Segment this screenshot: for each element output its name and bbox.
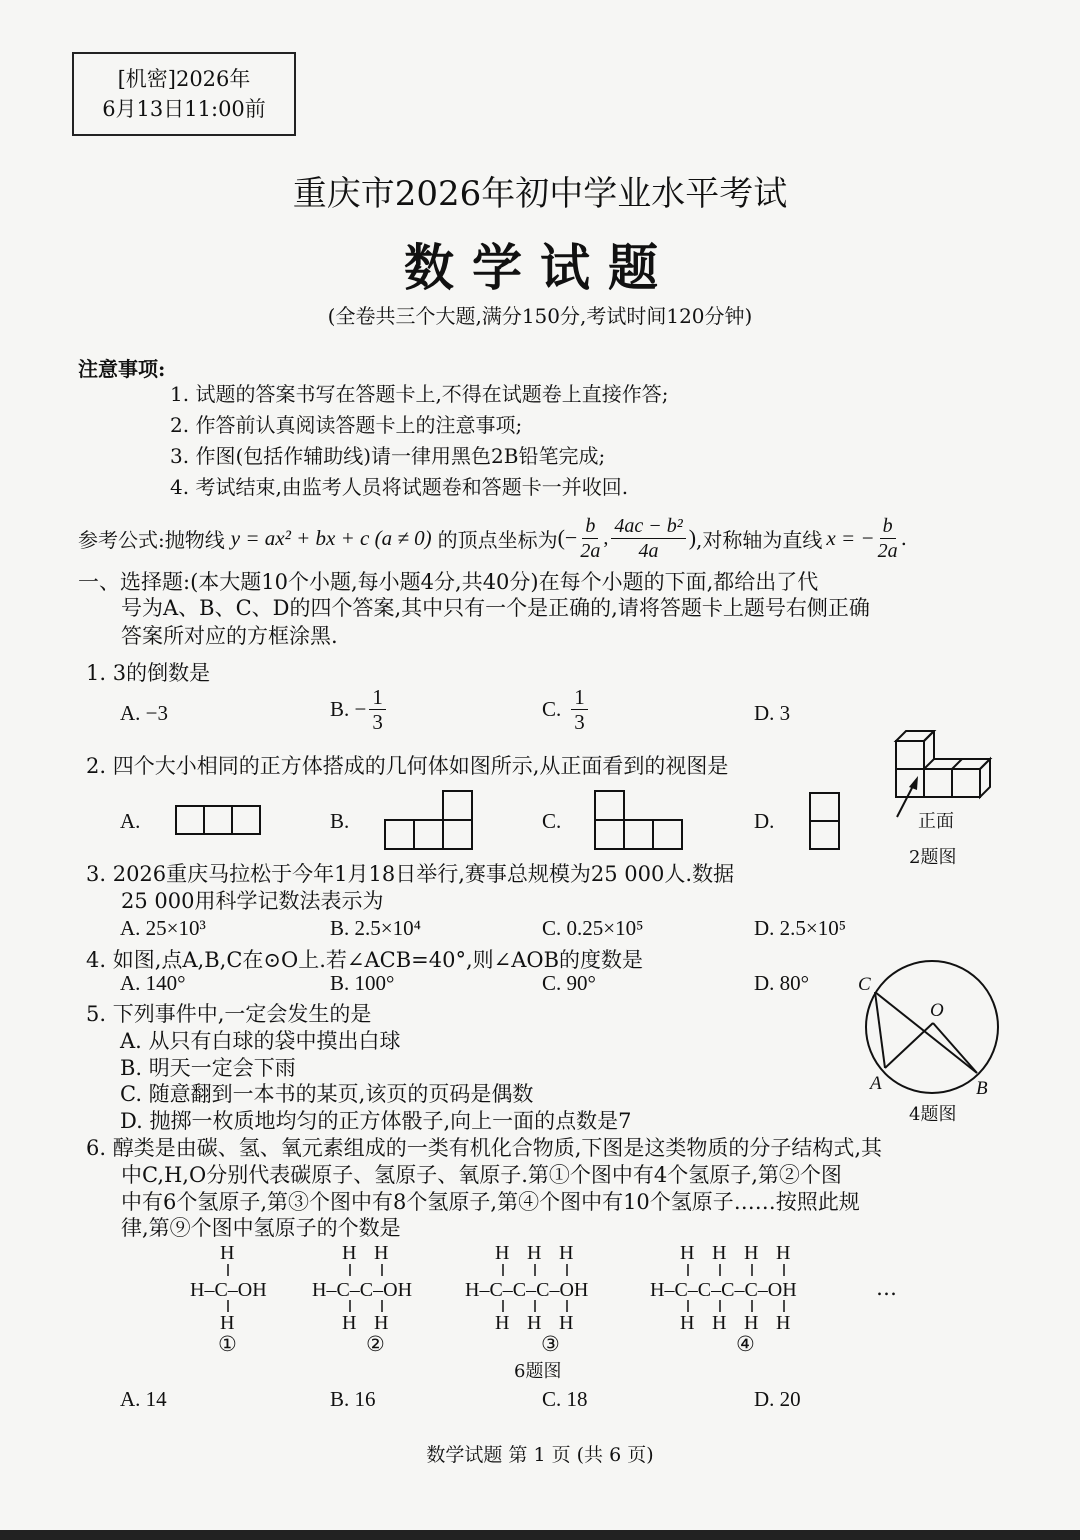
svg-text:H: H — [744, 1312, 759, 1334]
molecule-label-3: ③ — [541, 1332, 560, 1356]
q4-option-b: B. 100° — [330, 971, 395, 995]
q2-front-label: 正面 — [918, 811, 954, 832]
q5-option-d: D. 抛掷一枚质地均匀的正方体骰子,向上一面的点数是7 — [120, 1109, 632, 1133]
section1-line3: 答案所对应的方框涂黑. — [121, 624, 338, 648]
molecule-1 — [190, 1242, 267, 1334]
q4-stem: 4. 如图,点A,B,C在⊙O上.若∠ACB=40°,则∠AOB的度数是 — [86, 948, 644, 972]
q2-option-a: A. — [120, 809, 141, 833]
q2-option-b: B. — [330, 809, 350, 833]
q6-option-c: C. 18 — [542, 1387, 588, 1411]
section1-line2: 号为A、B、C、D的四个答案,其中只有一个是正确的,请将答题卡上题号右侧正确 — [121, 596, 870, 620]
formula-axis-text: ,对称轴为直线 — [696, 527, 823, 552]
q3-option-d: D. 2.5×10⁵ — [754, 916, 847, 940]
q4-figure-caption: 4题图 — [909, 1104, 957, 1125]
q6-figure-caption: 6题图 — [514, 1361, 562, 1382]
confidential-line1: [机密]2026年 — [117, 67, 251, 91]
q2-stem: 2. 四个大小相同的正方体搭成的几何体如图所示,从正面看到的视图是 — [86, 754, 729, 778]
molecule-2 — [312, 1242, 412, 1334]
q4-option-d: D. 80° — [754, 971, 810, 995]
svg-text:H: H — [680, 1312, 695, 1334]
q3-option-b: B. 2.5×10⁴ — [330, 916, 421, 940]
exam-title: 重庆市2026年初中学业水平考试 — [292, 174, 788, 214]
page-footer: 数学试题 第 1 页 (共 6 页) — [426, 1444, 654, 1466]
q1-option-a: A. −3 — [120, 701, 169, 725]
svg-text:H: H — [374, 1312, 389, 1334]
molecule-ellipsis: … — [876, 1276, 897, 1300]
svg-text:H–C–C–OH: H–C–C–OH — [312, 1279, 413, 1301]
svg-text:H: H — [527, 1312, 542, 1334]
svg-text:H: H — [744, 1242, 759, 1264]
q4-label-c: C — [858, 974, 871, 995]
svg-text:H: H — [559, 1242, 574, 1264]
subject-title: 数学试题 — [404, 238, 676, 297]
q2-option-d: D. — [754, 809, 775, 833]
q3-option-a: A. 25×10³ — [120, 916, 206, 940]
q4-option-a: A. 140° — [120, 971, 186, 995]
svg-text:H: H — [712, 1312, 727, 1334]
formula-vertex-text: 的顶点坐标为 — [437, 527, 558, 552]
svg-text:H: H — [712, 1242, 727, 1264]
q2-figure-caption: 2题图 — [909, 847, 957, 868]
notice-item-3: 3. 作图(包括作辅助线)请一律用黑色2B铅笔完成; — [170, 444, 606, 468]
q1-option-d: D. 3 — [754, 701, 791, 725]
formula-axis-eq: x = − — [826, 525, 875, 550]
q4-label-b: B — [976, 1078, 988, 1099]
svg-text:H: H — [342, 1312, 357, 1334]
q5-option-c: C. 随意翻到一本书的某页,该页的页码是偶数 — [120, 1082, 534, 1106]
q6-line4: 律,第⑨个图中氢原子的个数是 — [121, 1216, 401, 1240]
svg-text:H: H — [559, 1312, 574, 1334]
formula-prefix: 参考公式:抛物线 — [78, 527, 225, 552]
svg-text:H–C–OH: H–C–OH — [190, 1279, 267, 1301]
section1-line1: 一、选择题:(本大题10个小题,每小题4分,共40分)在每个小题的下面,都给出了代 — [78, 570, 819, 594]
q2-option-c: C. — [542, 809, 562, 833]
svg-text:H: H — [776, 1242, 791, 1264]
molecule-3 — [465, 1242, 588, 1334]
svg-text:H: H — [495, 1242, 510, 1264]
q1-option-b: B. − $\frac{1}{3}$ — [330, 685, 389, 734]
svg-text:H: H — [776, 1312, 791, 1334]
q4-label-a: A — [870, 1073, 882, 1094]
svg-text:H: H — [220, 1242, 235, 1264]
notice-item-2: 2. 作答前认真阅读答题卡上的注意事项; — [170, 413, 523, 437]
exam-subtitle: (全卷共三个大题,满分150分,考试时间120分钟) — [327, 304, 753, 328]
q4-label-o: O — [930, 1000, 944, 1021]
molecule-label-1: ① — [218, 1332, 237, 1356]
q6-line3: 中有6个氢原子,第③个图中有8个氢原子,第④个图中有10个氢原子……按照此规 — [121, 1190, 860, 1214]
q6-option-b: B. 16 — [330, 1387, 376, 1411]
svg-text:H: H — [342, 1242, 357, 1264]
molecule-label-2: ② — [366, 1332, 385, 1356]
vertex-x-fraction: $\frac{b}{2a}$ — [580, 514, 601, 562]
q5-option-a: A. 从只有白球的袋中摸出白球 — [120, 1029, 401, 1053]
q5-option-b: B. 明天一定会下雨 — [120, 1056, 296, 1080]
bottom-edge — [0, 1530, 1080, 1540]
molecule-4 — [650, 1242, 797, 1334]
formula-equation: y = ax² + bx + c (a ≠ 0) — [230, 525, 432, 550]
svg-text:H: H — [680, 1242, 695, 1264]
axis-fraction: $\frac{b}{2a}$ — [877, 514, 898, 562]
svg-text:H: H — [374, 1242, 389, 1264]
vertex-y-fraction: $\frac{\text{4ac − b²}}{4a}$ — [611, 514, 685, 563]
svg-text:H: H — [527, 1242, 542, 1264]
molecule-label-4: ④ — [736, 1332, 755, 1356]
svg-text:H–C–C–C–OH: H–C–C–C–OH — [465, 1279, 589, 1301]
notice-heading: 注意事项: — [78, 357, 166, 381]
notice-item-4: 4. 考试结束,由监考人员将试题卷和答题卡一并收回. — [170, 475, 629, 499]
svg-text:H–C–C–C–C–OH: H–C–C–C–C–OH — [650, 1279, 797, 1301]
reference-formula: 参考公式:抛物线 y = ax² + bx + c (a ≠ 0) 的顶点坐标为 (− $\frac{b}{2a}$ , $\frac{\text{4ac − b²}}{4a}$ ) ,对称轴为直线 x = − $\frac{b}{2a}$ . — [78, 514, 907, 562]
q3-line2: 25 000用科学记数法表示为 — [121, 889, 384, 913]
notice-item-1: 1. 试题的答案书写在答题卡上,不得在试题卷上直接作答; — [170, 382, 669, 406]
q6-line1: 6. 醇类是由碳、氢、氧元素组成的一类有机化合物质,下图是这类物质的分子结构式,其 — [86, 1136, 883, 1160]
svg-text:H: H — [495, 1312, 510, 1334]
q1-option-c: C. $\frac{1}{3}$ — [542, 685, 591, 734]
q6-option-d: D. 20 — [754, 1387, 801, 1411]
q1-stem: 1. 3的倒数是 — [86, 661, 211, 685]
q6-option-a: A. 14 — [120, 1387, 167, 1411]
confidential-line2: 6月13日11:00前 — [102, 97, 266, 121]
svg-text:H: H — [220, 1312, 235, 1334]
q5-stem: 5. 下列事件中,一定会发生的是 — [86, 1002, 372, 1026]
q3-option-c: C. 0.25×10⁵ — [542, 916, 644, 940]
q3-line1: 3. 2026重庆马拉松于今年1月18日举行,赛事总规模为25 000人.数据 — [86, 862, 735, 886]
q6-line2: 中C,H,O分别代表碳原子、氢原子、氧原子.第①个图中有4个氢原子,第②个图 — [121, 1163, 842, 1187]
q4-option-c: C. 90° — [542, 971, 596, 995]
